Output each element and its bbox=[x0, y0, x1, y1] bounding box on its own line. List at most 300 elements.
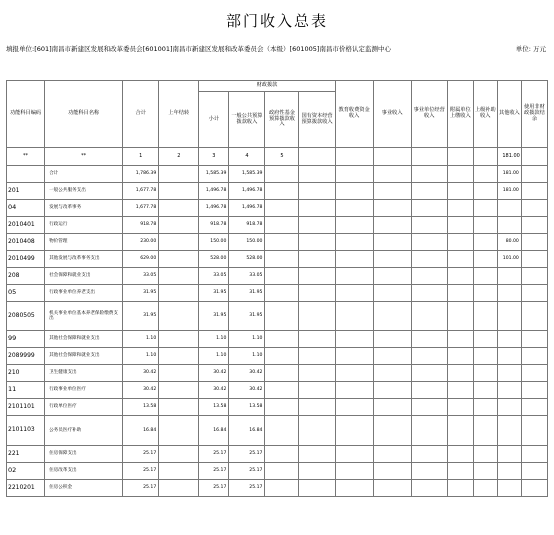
header-operating-income: 事业单位经营收入 bbox=[411, 81, 447, 148]
nonfiscal-cell bbox=[521, 463, 547, 480]
code-cell bbox=[473, 148, 497, 166]
table-row bbox=[7, 416, 548, 446]
code-cell: 2089999 bbox=[7, 348, 45, 365]
edu-fee-cell bbox=[335, 183, 373, 200]
edu-fee-cell bbox=[335, 234, 373, 251]
code-cell: 04 bbox=[7, 200, 45, 217]
affiliated-cell bbox=[447, 416, 473, 446]
other-cell bbox=[497, 416, 521, 446]
general-budget-cell: 528.00 bbox=[229, 251, 265, 268]
edu-fee-cell bbox=[335, 480, 373, 497]
nonfiscal-cell bbox=[521, 365, 547, 382]
subtotal-cell: 30.42 bbox=[199, 365, 229, 382]
edu-fee-cell bbox=[335, 217, 373, 234]
name-cell: 住房改革支出 bbox=[45, 463, 123, 480]
subtotal-cell: 25.17 bbox=[199, 446, 229, 463]
code-cell bbox=[521, 148, 547, 166]
table-row bbox=[7, 251, 548, 268]
fund-budget-cell bbox=[265, 348, 299, 365]
total-cell: 30.42 bbox=[123, 365, 159, 382]
code-cell: 05 bbox=[7, 285, 45, 302]
fund-budget-cell bbox=[265, 446, 299, 463]
code-cell: 2010408 bbox=[7, 234, 45, 251]
business-income-cell bbox=[373, 183, 411, 200]
subtotal-cell: 150.00 bbox=[199, 234, 229, 251]
carryover-cell bbox=[159, 399, 199, 416]
edu-fee-cell bbox=[335, 200, 373, 217]
name-cell: 社会保障和就业支出 bbox=[45, 268, 123, 285]
other-cell: 80.00 bbox=[497, 234, 521, 251]
state-capital-cell bbox=[299, 251, 335, 268]
general-budget-cell: 150.00 bbox=[229, 234, 265, 251]
general-budget-cell: 25.17 bbox=[229, 446, 265, 463]
header-business-income: 事业收入 bbox=[373, 81, 411, 148]
carryover-cell bbox=[159, 268, 199, 285]
business-income-cell bbox=[373, 217, 411, 234]
code-cell: 99 bbox=[7, 331, 45, 348]
name-cell: 其他发展与改革事务支出 bbox=[45, 251, 123, 268]
affiliated-cell bbox=[447, 183, 473, 200]
subsidy-cell bbox=[473, 382, 497, 399]
subsidy-cell bbox=[473, 302, 497, 331]
total-cell: 31.95 bbox=[123, 285, 159, 302]
nonfiscal-cell bbox=[521, 331, 547, 348]
nonfiscal-cell bbox=[521, 285, 547, 302]
affiliated-cell bbox=[447, 200, 473, 217]
name-cell: 其他社会保障和就业支出 bbox=[45, 331, 123, 348]
fund-budget-cell bbox=[265, 302, 299, 331]
code-cell bbox=[7, 166, 45, 183]
subsidy-cell bbox=[473, 285, 497, 302]
nonfiscal-cell bbox=[521, 302, 547, 331]
total-cell: 33.05 bbox=[123, 268, 159, 285]
subsidy-cell bbox=[473, 166, 497, 183]
code-cell: 2210201 bbox=[7, 480, 45, 497]
total-cell: 31.95 bbox=[123, 302, 159, 331]
affiliated-cell bbox=[447, 480, 473, 497]
table-row bbox=[7, 463, 548, 480]
nonfiscal-cell bbox=[521, 183, 547, 200]
business-income-cell bbox=[373, 446, 411, 463]
header-nonfiscal: 使用非财政拨款结余 bbox=[521, 81, 547, 148]
other-cell bbox=[497, 285, 521, 302]
operating-income-cell bbox=[411, 251, 447, 268]
subtotal-cell: 16.84 bbox=[199, 416, 229, 446]
business-income-cell bbox=[373, 302, 411, 331]
general-budget-cell: 30.42 bbox=[229, 365, 265, 382]
name-cell: 行政事业单位医疗 bbox=[45, 382, 123, 399]
table-row bbox=[7, 166, 548, 183]
fund-budget-cell bbox=[265, 365, 299, 382]
state-capital-cell bbox=[299, 446, 335, 463]
edu-fee-cell bbox=[335, 331, 373, 348]
state-capital-cell bbox=[299, 399, 335, 416]
name-cell: 行政单位医疗 bbox=[45, 399, 123, 416]
table-row bbox=[7, 268, 548, 285]
other-cell: 181.00 bbox=[497, 183, 521, 200]
unit-label: 单位: 万元 bbox=[515, 45, 546, 53]
total-cell: 1,677.78 bbox=[123, 200, 159, 217]
business-income-cell bbox=[373, 268, 411, 285]
subtotal-cell: 13.58 bbox=[199, 399, 229, 416]
subtotal-cell: 918.78 bbox=[199, 217, 229, 234]
state-capital-cell bbox=[299, 416, 335, 446]
header-general-budget: 一般公共预算拨款收入 bbox=[229, 92, 265, 148]
general-budget-cell: 33.05 bbox=[229, 268, 265, 285]
table-row bbox=[7, 183, 548, 200]
code-cell bbox=[411, 148, 447, 166]
code-cell: 02 bbox=[7, 463, 45, 480]
fund-budget-cell bbox=[265, 166, 299, 183]
business-income-cell bbox=[373, 234, 411, 251]
operating-income-cell bbox=[411, 268, 447, 285]
header-edu-fee: 教育收费资金收入 bbox=[335, 81, 373, 148]
state-capital-cell bbox=[299, 234, 335, 251]
edu-fee-cell bbox=[335, 166, 373, 183]
operating-income-cell bbox=[411, 234, 447, 251]
code-cell: 2101101 bbox=[7, 399, 45, 416]
subsidy-cell bbox=[473, 365, 497, 382]
code-cell: 201 bbox=[7, 183, 45, 200]
general-budget-cell: 25.17 bbox=[229, 480, 265, 497]
name-cell: 行政事业单位养老支出 bbox=[45, 285, 123, 302]
total-cell: 13.58 bbox=[123, 399, 159, 416]
table-row bbox=[7, 446, 548, 463]
nonfiscal-cell bbox=[521, 399, 547, 416]
carryover-cell bbox=[159, 416, 199, 446]
general-budget-cell: 31.95 bbox=[229, 302, 265, 331]
name-cell: 卫生健康支出 bbox=[45, 365, 123, 382]
subsidy-cell bbox=[473, 399, 497, 416]
fund-budget-cell bbox=[265, 217, 299, 234]
subsidy-cell bbox=[473, 416, 497, 446]
header-code: 功能科目编码 bbox=[7, 81, 45, 148]
other-cell bbox=[497, 399, 521, 416]
business-income-cell bbox=[373, 480, 411, 497]
affiliated-cell bbox=[447, 302, 473, 331]
other-cell bbox=[497, 200, 521, 217]
table-row bbox=[7, 382, 548, 399]
general-budget-cell: 30.42 bbox=[229, 382, 265, 399]
name-cell: 行政运行 bbox=[45, 217, 123, 234]
operating-income-cell bbox=[411, 302, 447, 331]
total-cell: 1,677.78 bbox=[123, 183, 159, 200]
edu-fee-cell bbox=[335, 285, 373, 302]
affiliated-cell bbox=[447, 365, 473, 382]
total-cell: 1.10 bbox=[123, 331, 159, 348]
total-cell: 16.84 bbox=[123, 416, 159, 446]
total-cell: 629.00 bbox=[123, 251, 159, 268]
name-cell: 发展与改革事务 bbox=[45, 200, 123, 217]
affiliated-cell bbox=[447, 234, 473, 251]
other-cell: 101.00 bbox=[497, 251, 521, 268]
code-cell: 2 bbox=[159, 148, 199, 166]
fund-budget-cell bbox=[265, 183, 299, 200]
carryover-cell bbox=[159, 480, 199, 497]
total-cell: 25.17 bbox=[123, 446, 159, 463]
affiliated-cell bbox=[447, 217, 473, 234]
edu-fee-cell bbox=[335, 251, 373, 268]
table-row bbox=[7, 234, 548, 251]
carryover-cell bbox=[159, 285, 199, 302]
affiliated-cell bbox=[447, 399, 473, 416]
nonfiscal-cell bbox=[521, 217, 547, 234]
carryover-cell bbox=[159, 365, 199, 382]
header-total: 合计 bbox=[123, 81, 159, 148]
subsidy-cell bbox=[473, 268, 497, 285]
page-title: 部门收入总表 bbox=[225, 12, 328, 30]
state-capital-cell bbox=[299, 331, 335, 348]
code-cell: ** bbox=[45, 148, 123, 166]
business-income-cell bbox=[373, 365, 411, 382]
business-income-cell bbox=[373, 331, 411, 348]
edu-fee-cell bbox=[335, 399, 373, 416]
fund-budget-cell bbox=[265, 285, 299, 302]
filing-unit: 填报单位:[601]南昌市新建区发展和改革委员会[601001]南昌市新建区发展和改革委员会（本级）[601005]南昌市价格认定监测中心 bbox=[6, 45, 391, 53]
header-subsidy: 上级补助收入 bbox=[473, 81, 497, 148]
code-cell: 2010499 bbox=[7, 251, 45, 268]
state-capital-cell bbox=[299, 217, 335, 234]
subtotal-cell: 1,585.39 bbox=[199, 166, 229, 183]
name-cell: 公务员医疗补助 bbox=[45, 416, 123, 446]
business-income-cell bbox=[373, 166, 411, 183]
total-cell: 30.42 bbox=[123, 382, 159, 399]
code-cell bbox=[335, 148, 373, 166]
fund-budget-cell bbox=[265, 268, 299, 285]
subtotal-cell: 1.10 bbox=[199, 348, 229, 365]
header-affiliated: 附属单位上缴收入 bbox=[447, 81, 473, 148]
affiliated-cell bbox=[447, 166, 473, 183]
operating-income-cell bbox=[411, 331, 447, 348]
total-cell: 918.78 bbox=[123, 217, 159, 234]
operating-income-cell bbox=[411, 416, 447, 446]
operating-income-cell bbox=[411, 348, 447, 365]
code-cell: 1 bbox=[123, 148, 159, 166]
name-cell: 住房公积金 bbox=[45, 480, 123, 497]
carryover-cell bbox=[159, 183, 199, 200]
table-row bbox=[7, 399, 548, 416]
subsidy-cell bbox=[473, 234, 497, 251]
total-cell: 25.17 bbox=[123, 480, 159, 497]
state-capital-cell bbox=[299, 382, 335, 399]
state-capital-cell bbox=[299, 268, 335, 285]
other-cell bbox=[497, 302, 521, 331]
fund-budget-cell bbox=[265, 331, 299, 348]
business-income-cell bbox=[373, 399, 411, 416]
table-row bbox=[7, 217, 548, 234]
state-capital-cell bbox=[299, 480, 335, 497]
affiliated-cell bbox=[447, 446, 473, 463]
subtotal-cell: 1.10 bbox=[199, 331, 229, 348]
subsidy-cell bbox=[473, 200, 497, 217]
fund-budget-cell bbox=[265, 463, 299, 480]
code-cell: 208 bbox=[7, 268, 45, 285]
fund-budget-cell bbox=[265, 399, 299, 416]
table-row bbox=[7, 331, 548, 348]
subtotal-cell: 1,496.78 bbox=[199, 200, 229, 217]
operating-income-cell bbox=[411, 446, 447, 463]
nonfiscal-cell bbox=[521, 382, 547, 399]
nonfiscal-cell bbox=[521, 200, 547, 217]
subsidy-cell bbox=[473, 251, 497, 268]
edu-fee-cell bbox=[335, 446, 373, 463]
business-income-cell bbox=[373, 200, 411, 217]
total-cell: 25.17 bbox=[123, 463, 159, 480]
carryover-cell bbox=[159, 331, 199, 348]
operating-income-cell bbox=[411, 285, 447, 302]
fund-budget-cell bbox=[265, 234, 299, 251]
subsidy-cell bbox=[473, 480, 497, 497]
total-cell: 1,786.39 bbox=[123, 166, 159, 183]
affiliated-cell bbox=[447, 285, 473, 302]
code-cell: 181.00 bbox=[497, 148, 521, 166]
carryover-cell bbox=[159, 302, 199, 331]
fund-budget-cell bbox=[265, 480, 299, 497]
subsidy-cell bbox=[473, 446, 497, 463]
business-income-cell bbox=[373, 285, 411, 302]
other-cell bbox=[497, 463, 521, 480]
subsidy-cell bbox=[473, 348, 497, 365]
business-income-cell bbox=[373, 348, 411, 365]
subsidy-cell bbox=[473, 183, 497, 200]
operating-income-cell bbox=[411, 480, 447, 497]
subtotal-cell: 1,496.78 bbox=[199, 183, 229, 200]
carryover-cell bbox=[159, 234, 199, 251]
general-budget-cell: 1,496.78 bbox=[229, 183, 265, 200]
nonfiscal-cell bbox=[521, 234, 547, 251]
edu-fee-cell bbox=[335, 463, 373, 480]
code-cell: ** bbox=[7, 148, 45, 166]
other-cell bbox=[497, 348, 521, 365]
nonfiscal-cell bbox=[521, 268, 547, 285]
carryover-cell bbox=[159, 200, 199, 217]
total-cell: 230.00 bbox=[123, 234, 159, 251]
code-cell bbox=[373, 148, 411, 166]
affiliated-cell bbox=[447, 251, 473, 268]
edu-fee-cell bbox=[335, 268, 373, 285]
code-cell bbox=[299, 148, 335, 166]
table-row bbox=[7, 365, 548, 382]
code-cell: 3 bbox=[199, 148, 229, 166]
code-cell: 210 bbox=[7, 365, 45, 382]
other-cell bbox=[497, 365, 521, 382]
state-capital-cell bbox=[299, 463, 335, 480]
carryover-cell bbox=[159, 382, 199, 399]
name-cell: 物价管理 bbox=[45, 234, 123, 251]
fund-budget-cell bbox=[265, 382, 299, 399]
operating-income-cell bbox=[411, 463, 447, 480]
total-cell: 1.10 bbox=[123, 348, 159, 365]
state-capital-cell bbox=[299, 348, 335, 365]
other-cell bbox=[497, 268, 521, 285]
header-carryover: 上年结转 bbox=[159, 81, 199, 148]
affiliated-cell bbox=[447, 268, 473, 285]
fund-budget-cell bbox=[265, 416, 299, 446]
nonfiscal-cell bbox=[521, 166, 547, 183]
other-cell bbox=[497, 217, 521, 234]
general-budget-cell: 25.17 bbox=[229, 463, 265, 480]
header-subtotal: 小计 bbox=[199, 92, 229, 148]
carryover-cell bbox=[159, 166, 199, 183]
edu-fee-cell bbox=[335, 365, 373, 382]
fund-budget-cell bbox=[265, 200, 299, 217]
subtotal-cell: 30.42 bbox=[199, 382, 229, 399]
table-row bbox=[7, 200, 548, 217]
income-table bbox=[6, 80, 548, 497]
subtotal-cell: 25.17 bbox=[199, 463, 229, 480]
subtotal-cell: 33.05 bbox=[199, 268, 229, 285]
nonfiscal-cell bbox=[521, 251, 547, 268]
edu-fee-cell bbox=[335, 382, 373, 399]
general-budget-cell: 1.10 bbox=[229, 348, 265, 365]
other-cell bbox=[497, 446, 521, 463]
nonfiscal-cell bbox=[521, 480, 547, 497]
edu-fee-cell bbox=[335, 348, 373, 365]
name-cell: 机关事业单位基本养老保险缴费支出 bbox=[45, 302, 123, 331]
business-income-cell bbox=[373, 382, 411, 399]
state-capital-cell bbox=[299, 302, 335, 331]
operating-income-cell bbox=[411, 399, 447, 416]
subtotal-cell: 31.95 bbox=[199, 285, 229, 302]
affiliated-cell bbox=[447, 348, 473, 365]
general-budget-cell: 1,496.78 bbox=[229, 200, 265, 217]
subsidy-cell bbox=[473, 331, 497, 348]
affiliated-cell bbox=[447, 382, 473, 399]
code-cell: 2101103 bbox=[7, 416, 45, 446]
operating-income-cell bbox=[411, 365, 447, 382]
general-budget-cell: 1,585.39 bbox=[229, 166, 265, 183]
code-cell: 2080505 bbox=[7, 302, 45, 331]
header-name: 功能科目名称 bbox=[45, 81, 123, 148]
state-capital-cell bbox=[299, 166, 335, 183]
name-cell: 一般公共服务支出 bbox=[45, 183, 123, 200]
header-state-capital: 国有资本经营预算拨款收入 bbox=[299, 92, 335, 148]
header-fiscal-group: 财政拨款 bbox=[199, 81, 335, 92]
other-cell bbox=[497, 480, 521, 497]
code-cell: 221 bbox=[7, 446, 45, 463]
code-cell bbox=[447, 148, 473, 166]
header-other: 其他收入 bbox=[497, 81, 521, 148]
other-cell: 181.00 bbox=[497, 166, 521, 183]
nonfiscal-cell bbox=[521, 416, 547, 446]
business-income-cell bbox=[373, 251, 411, 268]
table-row bbox=[7, 302, 548, 331]
state-capital-cell bbox=[299, 365, 335, 382]
business-income-cell bbox=[373, 463, 411, 480]
state-capital-cell bbox=[299, 285, 335, 302]
subsidy-cell bbox=[473, 217, 497, 234]
nonfiscal-cell bbox=[521, 446, 547, 463]
general-budget-cell: 16.84 bbox=[229, 416, 265, 446]
other-cell bbox=[497, 382, 521, 399]
subsidy-cell bbox=[473, 463, 497, 480]
name-cell: 合计 bbox=[45, 166, 123, 183]
business-income-cell bbox=[373, 416, 411, 446]
name-cell: 住房保障支出 bbox=[45, 446, 123, 463]
affiliated-cell bbox=[447, 331, 473, 348]
code-cell: 2010401 bbox=[7, 217, 45, 234]
operating-income-cell bbox=[411, 217, 447, 234]
carryover-cell bbox=[159, 463, 199, 480]
subtotal-cell: 25.17 bbox=[199, 480, 229, 497]
carryover-cell bbox=[159, 217, 199, 234]
general-budget-cell: 918.78 bbox=[229, 217, 265, 234]
fund-budget-cell bbox=[265, 251, 299, 268]
code-row bbox=[7, 148, 548, 166]
nonfiscal-cell bbox=[521, 348, 547, 365]
general-budget-cell: 1.10 bbox=[229, 331, 265, 348]
subtotal-cell: 528.00 bbox=[199, 251, 229, 268]
